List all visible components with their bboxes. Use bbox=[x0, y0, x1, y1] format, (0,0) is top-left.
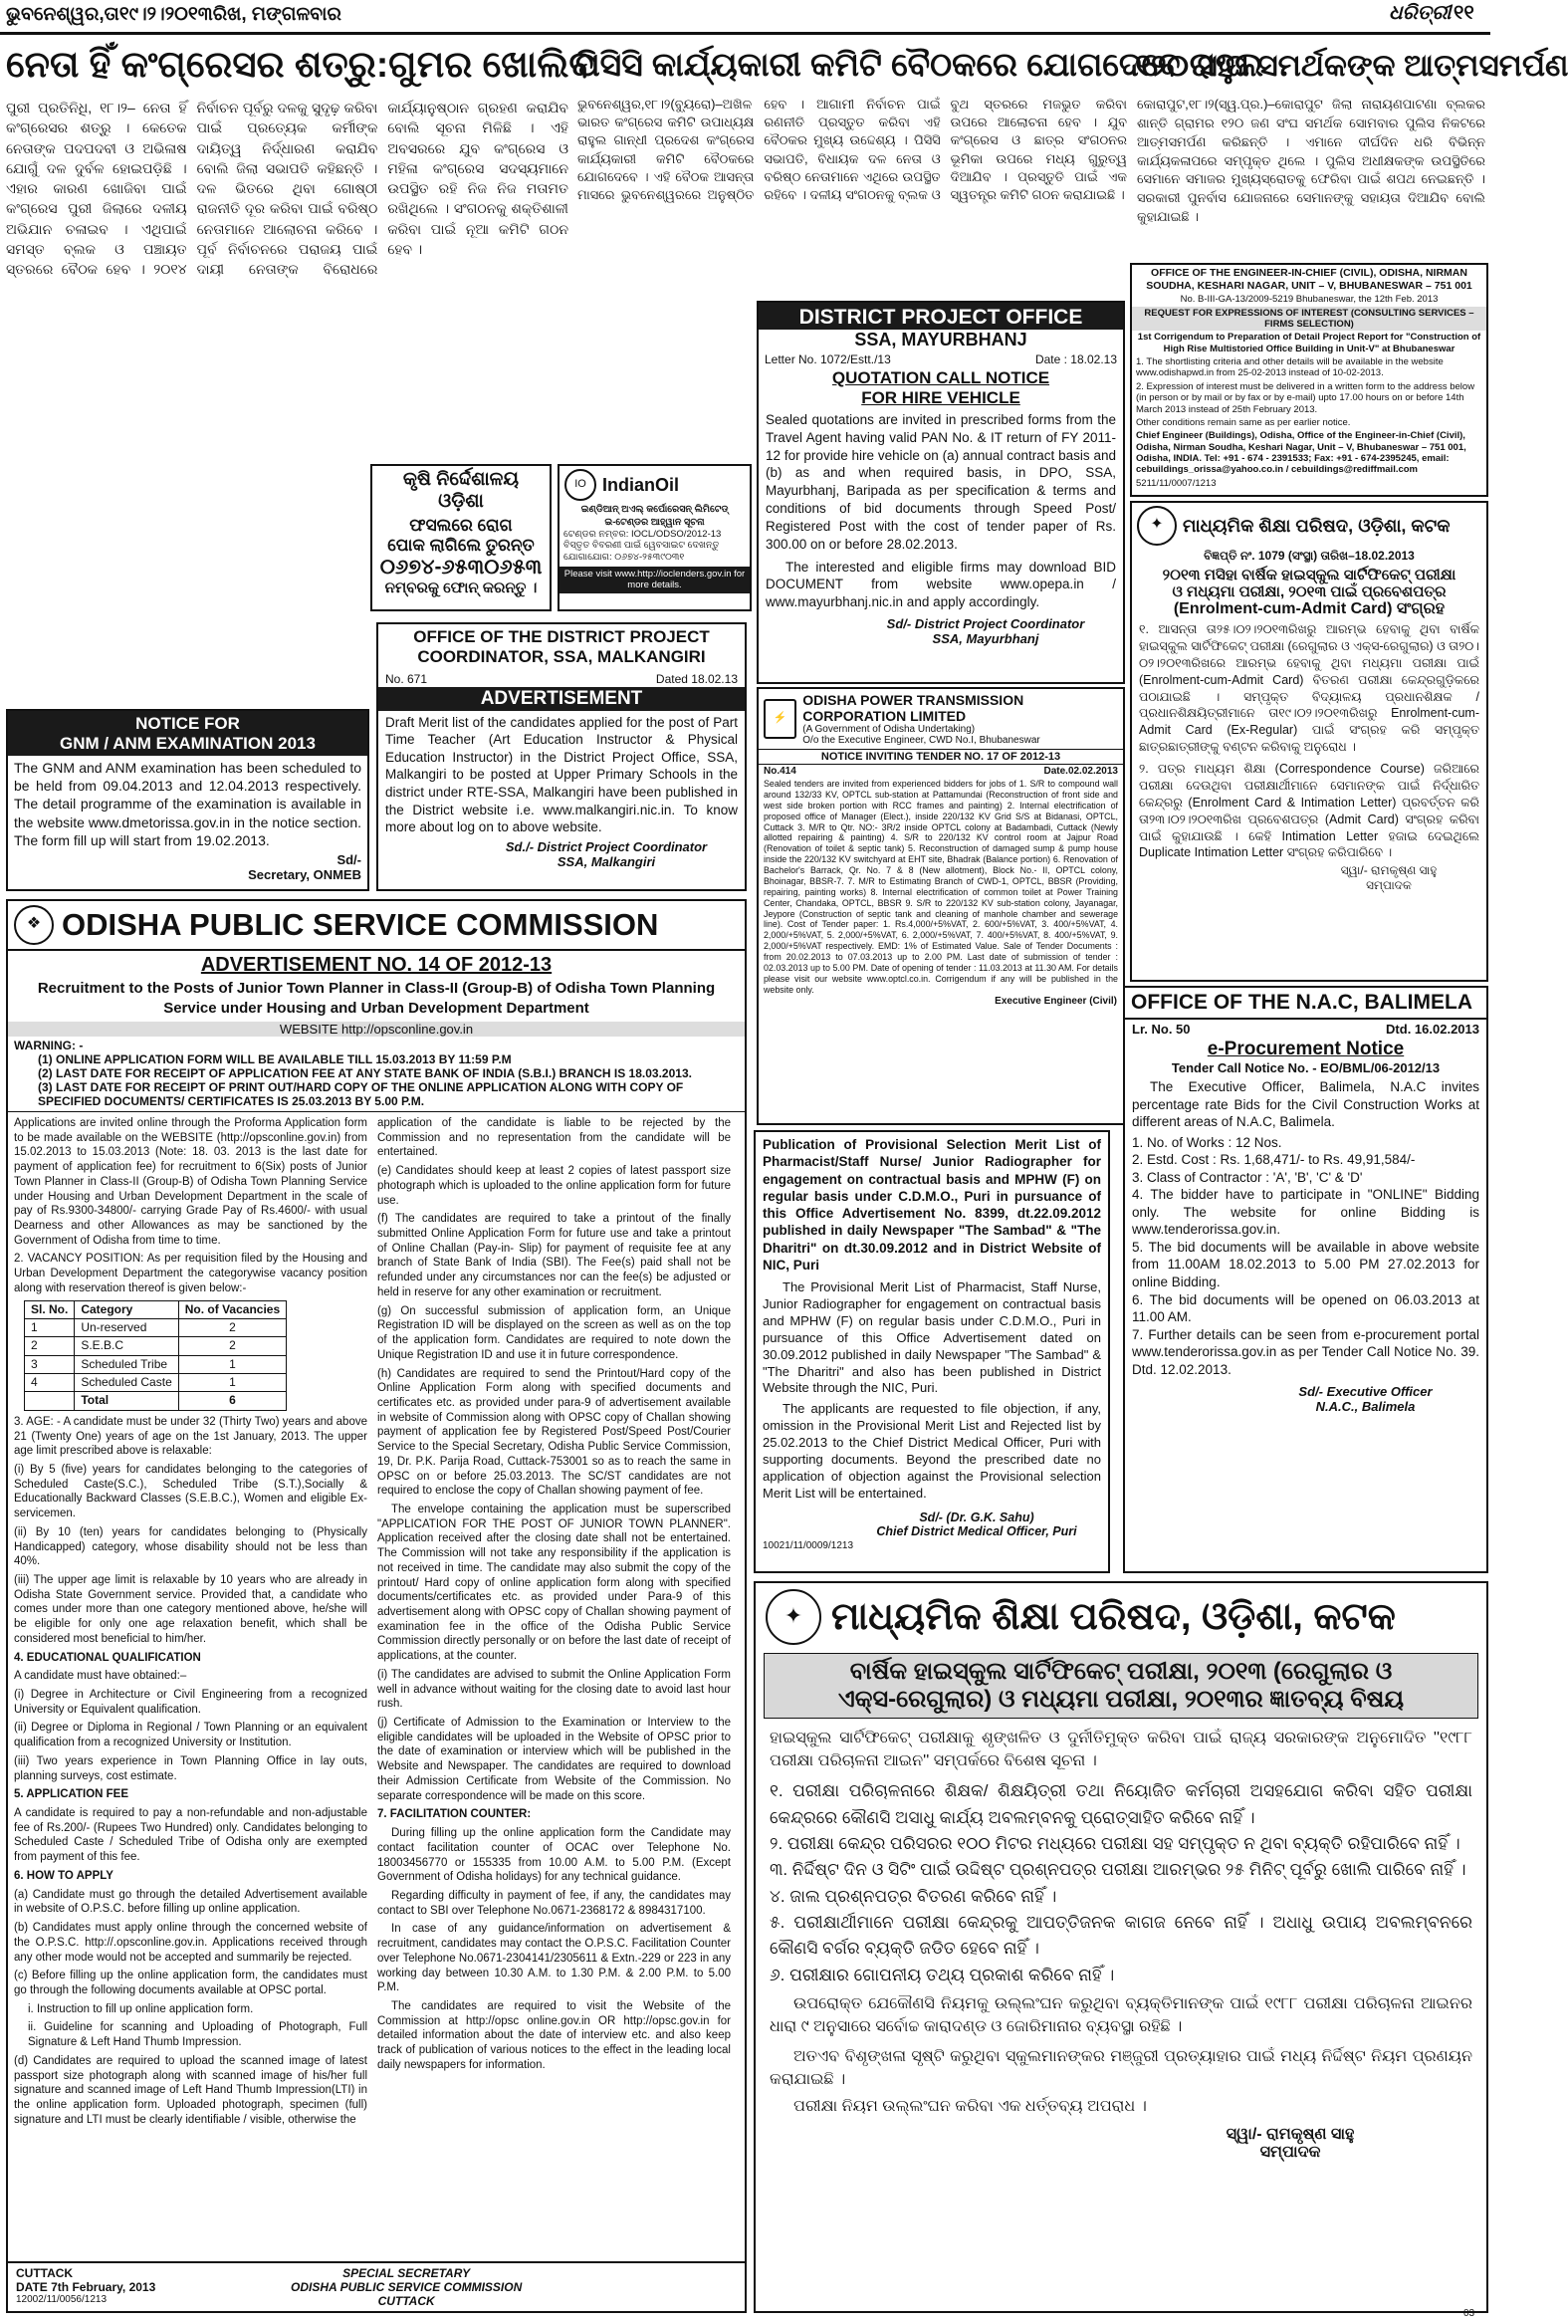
opsc-col2-j: (j) Certificate of Admission to the Examination or Interview to the eligible candidates will be uploaded in the Website of OPSC prior to the date of examination or interview which will be published in the Website and Newspaper. The candidates are required to download their Admission Certificate from Website of the Commission. No separate correspondence will be made on this score. bbox=[377, 1717, 731, 1802]
masthead-date: ଭୁବନେଶ୍ୱର,ତା୧୯।୨।୨୦୧୩ରିଖ, ମଙ୍ଗଳବାର bbox=[6, 4, 341, 25]
opsc-fac1: During filling up the online application form the Candidate may contact facilitation counter of OCAC over Telephone No. 18003456770 or 155335 from 10.00 A.M. to 5.00 P.M. (Except Government of Odisha holidays) for any technical guidance. bbox=[377, 1827, 731, 1884]
bse-small-notice bbox=[1130, 501, 1488, 982]
cdmo-code: 10021/11/0009/1213 bbox=[763, 1539, 854, 1551]
opsc-apply-c1: i. Instruction to fill up online application form. bbox=[28, 2002, 254, 2015]
opsc-edu-i: (i) Degree in Architecture or Civil Engineering from a recognized University or Equivalent qualification. bbox=[14, 1689, 367, 1716]
headline-story1: ନେତା ହିଁ କଂଗ୍ରେସର ଶତ୍ରୁ:ଗୁମର ଖୋଲିବ bbox=[6, 44, 594, 85]
vac-cell: 1 bbox=[25, 1318, 75, 1336]
opsc-col2-p0: application of the candidate is liable to be rejected by the Commission and no representation from the candidate will be entertained. bbox=[377, 1117, 731, 1159]
opsc-col2-h: (h) Candidates are required to send the Printout/Hard copy of the Online Application Form along with specified documents and certificates etc. as provided under para-9 of advertisement available in website of Commission along with OPSC copy of Challan showing payment of application fee by Registered Post/Speed Post/Courier Service to the Special Secretary, Odisha Public Service Commission, 19, Dr. P.K. Parija Road, Cuttack-753001 so as to reach the same in OPSC on or before 25.03.2013. The SC/ST candidates are not required to enclose the copy of Challan showing payment of fee. bbox=[377, 1367, 731, 1498]
vac-cell: 4 bbox=[25, 1374, 75, 1392]
bse-big-intro: ହାଇସ୍କୁଲ ସାର୍ଟିଫିକେଟ୍ ପରୀକ୍ଷାକୁ ଶୃଙ୍ଖଳିତ ଓ ଦୁର୍ନୀତିମୁକ୍ତ କରିବା ପାଇଁ ରାଜ୍ୟ ସରକାରଙ୍କ ଅନୁମୋଦିତ ''୧୯୮୮ ପରୀକ୍ଷା ପରିଚାଳନା ଆଇନ'' ସମ୍ପର୍କରେ ବିଶେଷ ସୂଚନା । bbox=[770, 1730, 1472, 1770]
dpo-sign2: SSA, Mayurbhanj bbox=[932, 630, 1039, 646]
opsc-apply-d: (d) Candidates are required to upload the scanned image of latest passport size photograph along with scanned image of his/her full signature and scanned image of Left Hand Thumb Impression(LTI) in the online application form. Uploaded photograph, specimen (full) signature and LTI must be clearly identifiable / visible, otherwise the bbox=[14, 2054, 367, 2126]
optcl-title: ODISHA POWER TRANSMISSION CORPORATION LIMITED bbox=[802, 692, 1024, 725]
dpo-heading2: FOR HIRE VEHICLE bbox=[861, 388, 1020, 407]
vac-cell: S.E.B.C bbox=[75, 1337, 178, 1355]
indianoil-subtitle: ଇଣ୍ଡିଆନ୍ ଅଏଲ୍ କର୍ପୋରେସନ୍ ଲିମିଟେଡ୍ bbox=[580, 504, 729, 515]
indianoil-logo-icon: IO bbox=[564, 469, 596, 501]
opsc-fac2: Regarding difficulty in payment of fee, if any, the candidates may contact to SBI over Telephone No.0671-2368172 & 8984317100. bbox=[377, 1889, 731, 1917]
engineer-p3: Other conditions remain same as per earlier notice. bbox=[1136, 416, 1351, 428]
table-row bbox=[25, 1337, 287, 1355]
opsc-age-i: (i) By 5 (five) years for candidates belonging to the categories of Scheduled Caste(S.C.), Scheduled Tribe (S.T.),Socially & Educationally Backward Classes (S.E.B.C.), Women and eligible Ex-servicemen. bbox=[14, 1463, 367, 1520]
opsc-col2-e: (e) Candidates should keep at least 2 copies of latest passport size photograph which is uploaded to the online application form for future use. bbox=[377, 1165, 731, 1207]
opsc-fac4: The candidates are required to visit the Website of the Commission at http://opsc online.gov.in OR http://opsc.gov.in for detailed information about the date of interview etc. and also keep track of publication of various notices to the effect in the leading local daily newspapers for information. bbox=[377, 1999, 731, 2071]
nac-item: 5. The bid documents will be available in above website from 11.00AM 18.02.2013 to 5.00 PM 27.02.2013 for online Bidding. bbox=[1132, 1239, 1479, 1290]
malkangiri-body: Draft Merit list of the candidates applied for the post of Part Time Teacher (Art Education Instructor & Physical Education Instructor) in the District Project Office, SSA, Malkangiri to be posted at Upper Primary Schools in the district under RTE-SSA, Malkangiri have been published in the District website i.e. www.malkangiri.nic.in. To know more about log on to above website. bbox=[385, 714, 738, 835]
gnm-body: The GNM and ANM examination has been scheduled to be held from 09.04.2013 and 12.04.2013 respectively. The detail programme of the examination is available in the website www.dmetorissa.gov.in in the notice section. The form fill up will start from 19.02.2013. bbox=[14, 760, 361, 848]
opsc-column-right bbox=[377, 1116, 731, 2131]
opsc-col2-f: (f) The candidates are required to take a printout of the finally submitted Online Application Form for future use and take a printout of Online Challan (Pay-in- Slip) for payment of requisite fee at any branch of State Bank of India (SBI). The Fee(s) paid shall not be refunded under any circumstances nor can the fee(s) be adjusted or held in reserve for any other examination or recruitment. bbox=[377, 1213, 731, 1298]
story3-body: କୋରାପୁଟ,୧୮।୨(ସ୍ୱ.ପ୍ର.)–କୋରାପୁଟ ଜିଲା ନାରାୟଣପାଟଣା ବ୍ଲକର ଶାନ୍ତି ଗ୍ରାମର ୧୨୦ ଜଣ ସଂଘ ସମର୍ଥକ ସୋମବାର ପୁଲିସ ନିକଟରେ ଆତ୍ମସମର୍ପଣ କରିଛନ୍ତି । ଏମାନେ ଦୀର୍ଘଦିନ ଧରି ବିଭିନ୍ନ କାର୍ଯ୍ୟକଳାପରେ ସମ୍ପୃକ୍ତ ଥିଲେ । ପୁଲିସ ଅଧୀକ୍ଷକଙ୍କ ଉପସ୍ଥିତିରେ ସେମାନେ ସମାଜର ମୁଖ୍ୟସ୍ରୋତକୁ ଫେରିବା ପାଇଁ ଶପଥ ନେଇଛନ୍ତି । ସରକାରୀ ପୁନର୍ବାସ ଯୋଜନାରେ ସେମାନଙ୍କୁ ସହାୟତା ଦିଆଯିବ ବୋଲି କୁହାଯାଇଛି । bbox=[1137, 97, 1485, 225]
engineer-sign: Chief Engineer (Buildings), Odisha, Office of the Engineer-in-Chief (Civil), Odisha, Nirman Soudha, Keshari Nagar, Unit – V, Bhubaneswar – 751 001, Odisha, INDIA. Tel: +91 - 674 - 2391533; Fax: +91 - 674-2395245, email: cebuildings_orissa@yahoo.co.in / cebuildings@rediffmail.com bbox=[1136, 430, 1466, 476]
indianoil-line3: ବିସ୍ତୃତ ବିବରଣୀ ପାଇଁ ୱେବସାଇଟ ଦେଖନ୍ତୁ bbox=[563, 540, 720, 552]
bse-big-band1: ବାର୍ଷିକ ହାଇସ୍କୁଲ ସାର୍ଟିଫିକେଟ୍ ପରୀକ୍ଷା, ୨୦୧୩ (ରେଗୁଲାର ଓ bbox=[849, 1658, 1393, 1685]
nac-sign: Sd/- Executive Officer bbox=[1298, 1384, 1433, 1400]
nac-intro: The Executive Officer, Balimela, N.A.C invites percentage rate Bids for the Civil Construction Works at different areas of N.A.C, Balimela. bbox=[1132, 1079, 1479, 1130]
bse-big-item: ୪. ଜାଲ ପ୍ରଶ୍ନପତ୍ର ବିତରଣ କରିବେ ନାହିଁ । bbox=[770, 1886, 1057, 1906]
opsc-col2-g: (g) On successful submission of application form, an Unique Registration ID will be displayed on the screen as well as on the top of the application form. Candidates are required to note down the Unique Registration ID and use it in future correspondence. bbox=[377, 1304, 731, 1361]
headline-story2: ପିସିସି କାର୍ଯ୍ୟକାରୀ କମିଟି ବୈଠକରେ ଯୋଗଦେବେ ରାହୁଲ bbox=[575, 46, 1263, 83]
malkangiri-no: No. 671 bbox=[385, 671, 428, 686]
opsc-title: ODISHA PUBLIC SERVICE COMMISSION bbox=[62, 907, 659, 942]
opsc-age: 3. AGE: - A candidate must be under 32 (Thirty Two) years and above 21 (Twenty One) years of age on the 1st January, 2013. The upper age limit prescribed above is relaxable: bbox=[14, 1415, 367, 1458]
opsc-recruit: Recruitment to the Posts of Junior Town Planner in Class-II (Group-B) of Odisha Town Planning Service under Housing and Urban Development Department bbox=[37, 980, 716, 1017]
bse-big-sign2: ସମ୍ପାଦକ bbox=[1259, 2144, 1321, 2162]
bse-small-sign: ସ୍ୱା/- ରାମକୃଷ୍ଣ ସାହୁ bbox=[1340, 863, 1438, 878]
table-row bbox=[25, 1355, 287, 1373]
indianoil-ad bbox=[558, 464, 752, 611]
optcl-logo-icon: ⚡ bbox=[764, 699, 796, 739]
opsc-apply-b: (b) Candidates must apply online through the concerned website of the O.P.S.C. http://.opsconline.gov.in. Applications received through any other mode would not be accepted and summarily be rejected. bbox=[14, 1922, 367, 1964]
krushi-line1: କୃଷି ନିର୍ଦ୍ଦେଶାଳୟ bbox=[402, 469, 520, 490]
opsc-col2-h2: The envelope containing the application must be superscribed "APPLICATION FOR THE POST OF JUNIOR TOWN PLANNER". Application received after the closing date shall not be entertained. The Commission will not take any responsibility if the application is not received in time. The candidate may also submit the copy of the printout/ Hard copy of online application form along with specified documents/certificates etc. as provided under Para-9 of this advertisement along with OPSC copy of Challan showing payment of examination fee in the office of the Odisha Public Service Commission directly personally or on before the last date of receipt of applications, at the counter. bbox=[377, 1503, 731, 1663]
vac-cell: Scheduled Tribe bbox=[75, 1355, 178, 1373]
krushi-ad bbox=[370, 464, 552, 611]
krushi-phone: ୦୬୭୪-୬୫୩୦୬୫୩ bbox=[379, 556, 543, 579]
dpo-mayurbhanj bbox=[757, 301, 1125, 684]
bse-big-item: ୧. ପରୀକ୍ଷା ପରିଚାଳନାରେ ଶିକ୍ଷକ/ ଶିକ୍ଷୟିତ୍ରୀ ତଥା ନିୟୋଜିତ କର୍ମଚାରୀ ଅସହଯୋଗ କରିବା ସହିତ ପରୀକ୍ଷା କେନ୍ଦ୍ରରେ କୌଣସି ଅସାଧୁ କାର୍ଯ୍ୟ ଅବଲମ୍ବନକୁ ପ୍ରୋତ୍ସାହିତ କରିବେ ନାହିଁ । bbox=[770, 1781, 1472, 1827]
optcl-date: Date.02.02.2013 bbox=[1043, 766, 1118, 778]
krushi-line3: ଫସଲରେ ରୋଗ bbox=[409, 516, 513, 535]
optcl-notice bbox=[757, 687, 1125, 1125]
vac-col-count: No. of Vacancies bbox=[178, 1300, 286, 1318]
vac-cell: Total bbox=[75, 1392, 178, 1410]
opsc-edu-intro: A candidate must have obtained:– bbox=[14, 1670, 187, 1683]
nac-title: OFFICE OF THE N.A.C, BALIMELA bbox=[1125, 988, 1486, 1020]
bse-big-item: ୫. ପରୀକ୍ଷାର୍ଥୀମାନେ ପରୀକ୍ଷା କେନ୍ଦ୍ରକୁ ଆପତ୍ତିଜନକ କାଗଜ ନେବେ ନାହିଁ । ଅଧାଧୁ ଉପାୟ ଅବଲମ୍ବନରେ କୌଣସି ବର୍ଗର ବ୍ୟକ୍ତି ଜଡିତ ହେବେ ନାହିଁ । bbox=[770, 1913, 1472, 1959]
engineer-code: 5211/11/0007/1213 bbox=[1136, 477, 1217, 489]
gnm-sign: Sd/- bbox=[336, 851, 361, 867]
cdmo-p1: The Provisional Merit List of Pharmacist, Staff Nurse, Junior Radiographer for engagement on contractual basis and MPHW (F) on regular basis under C.D.M.O., Puri in pursuance of this Office Advertisement dated on 30.09.2012 published in daily Newspaper "The Sambad" & "The Dharitri" and also has been published in District Website through the NIC, Puri. bbox=[763, 1279, 1101, 1396]
optcl-sub2: O/o the Executive Engineer, CWD No.I, Bhubaneswar bbox=[802, 735, 1040, 747]
opsc-intro: Applications are invited online through the Proforma Application form to be made available on the WEBSITE (http://opsconline.gov.in) from 15.02.2013 to 15.03.2013 (Note: 18. 03. 2013 is the last date for payment of application fee) for recruitment to 6(Six) posts of Junior Town Planner in Class-II (Group-B) of Odisha Town Planning Service under Housing and Urban Development Department in the scale of pay of Rs.9300-34800/- carrying Grade Pay of Rs.4600/- with usual Dearness and other Allowances as may be sanctioned by the Government of Odisha from time to time. bbox=[14, 1117, 367, 1247]
opsc-apply-head: 6. HOW TO APPLY bbox=[14, 1869, 113, 1882]
cdmo-notice bbox=[754, 1130, 1110, 1573]
bse-big-title: ମାଧ୍ୟମିକ ଶିକ୍ଷା ପରିଷଦ, ଓଡ଼ିଶା, କଟକ bbox=[831, 1595, 1396, 1638]
engineer-corr: 1st Corrigendum to Preparation of Detail Project Report for "Construction of High Rise Multistoried Office Building in Unit-V" at Bhubaneswar bbox=[1137, 332, 1481, 354]
malkangiri-heading: ADVERTISEMENT bbox=[378, 687, 745, 711]
dpo-heading1: QUOTATION CALL NOTICE bbox=[831, 368, 1050, 387]
opsc-col2-i: (i) The candidates are advised to submit the Online Application Form well in advance without waiting for the closing date to avoid last hour rush. bbox=[377, 1668, 731, 1711]
nac-sign2: N.A.C., Balimela bbox=[1315, 1399, 1416, 1415]
bse-big-notice bbox=[754, 1581, 1488, 2313]
opsc-apply-c2: ii. Guideline for scanning and Uploading of Photograph, Full Signature & Left Hand Thumb Impression. bbox=[28, 2021, 367, 2049]
opsc-adv: ADVERTISEMENT NO. 14 OF 2012-13 bbox=[200, 954, 553, 976]
opsc-foot-right3: CUTTACK bbox=[377, 2294, 435, 2308]
nac-sub: Tender Call Notice No. - EO/BML/06-2012/13 bbox=[1171, 1060, 1441, 1075]
vac-cell: Scheduled Caste bbox=[75, 1374, 178, 1392]
opsc-advertisement bbox=[6, 899, 747, 2313]
malkangiri-sign2: SSA, Malkangiri bbox=[557, 853, 656, 869]
table-row bbox=[25, 1374, 287, 1392]
dpo-body: Sealed quotations are invited in prescribed forms from the Travel Agent having valid PAN No. & IT return of FY 2011-12 for provide hire vehicle on (a) annual contract basis and (b) as and when required basis, in DPO, SSA, Mayurbhanj, Baripada as per specification & terms and conditions of bid documents through Speed Post/ Registered Post with the cost of tender paper of Rs. 300.00 on or before 28.02.2013. bbox=[766, 412, 1116, 552]
bse-big-band2: ଏକ୍ସ-ରେଗୁଲାର) ଓ ମଧ୍ୟମା ପରୀକ୍ଷା, ୨୦୧୩ର ଜ୍ଞାତବ୍ୟ ବିଷୟ bbox=[837, 1686, 1405, 1713]
engineer-ref: No. B-III-GA-13/2009-5219 Bhubaneswar, the 12th Feb. 2013 bbox=[1180, 294, 1439, 306]
opsc-w2: (2) LAST DATE FOR RECEIPT OF APPLICATION FEE AT ANY STATE BANK OF INDIA (S.B.I.) BRANCH IS 18.03.2013. bbox=[38, 1066, 692, 1080]
bse-small-title: ମାଧ୍ୟମିକ ଶିକ୍ଷା ପରିଷଦ, ଓଡ଼ିଶା, କଟକ bbox=[1183, 515, 1451, 536]
malkangiri-sign: Sd./- District Project Coordinator bbox=[505, 838, 708, 854]
masthead-rule bbox=[0, 32, 1490, 35]
engineer-band: REQUEST FOR EXPRESSIONS OF INTEREST (CONSULTING SERVICES – FIRMS SELECTION) bbox=[1132, 307, 1486, 331]
opsc-fee-head: 5. APPLICATION FEE bbox=[14, 1788, 129, 1801]
bse-small-p2: ୨. ପତ୍ର ମାଧ୍ୟମ ଶିକ୍ଷା (Correspondence Course) ଜରିଆରେ ପରୀକ୍ଷା ଦେଉଥିବା ପରୀକ୍ଷାର୍ଥୀମାନେ ସେମାନଙ୍କ ପାଇଁ ନିର୍ଦ୍ଧାରିତ କେନ୍ଦ୍ରରୁ (Enrolment Card & Intimation Letter) ପ୍ରବର୍ତ୍ତନ କରି ତା୨୩।୦୨।୨୦୧୩ରିଖ ପ୍ରବେଶପତ୍ର (Admit Card) ସଂଗ୍ରହ କରିବା ପାଇଁ କୁହାଯାଉଛି । କେହି Intimation Letter ହଜାଇ ଦେଇଥିଲେ Duplicate Intimation Letter ସଂଗ୍ରହ କରିପାରିବେ । bbox=[1139, 762, 1479, 860]
optcl-sub1: (A Government of Odisha Undertaking) bbox=[802, 724, 976, 736]
cdmo-p2: The applicants are requested to file objection, if any, omission in the Provisional Merit List and Rejected list by 25.02.2013 to the Chief District Medical Officer, Puri with supporting documents. Beyond the prescribed date no application of objection against the Provisional selection Merit List will be entertained. bbox=[763, 1401, 1101, 1501]
page-footer-code: 03 bbox=[1463, 2308, 1475, 2319]
vac-cell: 2 bbox=[25, 1337, 75, 1355]
bse-small-heading3: (Enrolment-cum-Admit Card) ସଂଗ୍ରହ bbox=[1173, 600, 1446, 617]
bse-big-seal-icon: ✦ bbox=[766, 1589, 821, 1645]
opsc-foot-left1: CUTTACK bbox=[16, 2266, 74, 2280]
dpo-subtitle: SSA, MAYURBHANJ bbox=[854, 330, 1027, 349]
indianoil-brand: IndianOil bbox=[602, 474, 680, 495]
story2-body: ଭୁବନେଶ୍ୱର,୧୮।୨(ବ୍ୟୁରୋ)–ଅଖିଳ ଭାରତ କଂଗ୍ରେସ କମିଟି ଉପାଧ୍ୟକ୍ଷ ରାହୁଲ ଗାନ୍ଧୀ ପ୍ରଦେଶ କଂଗ୍ରେସ କାର୍ଯ୍ୟକାରୀ କମିଟି ବୈଠକରେ ଯୋଗଦେବେ । ଏହି ବୈଠକ ଆସନ୍ତା ମାସରେ ଭୁବନେଶ୍ୱରରେ ଅନୁଷ୍ଠିତ ହେବ । ଆଗାମୀ ନିର୍ବାଚନ ପାଇଁ ରଣନୀତି ପ୍ରସ୍ତୁତ କରିବା ଏହି ବୈଠକର ମୁଖ୍ୟ ଉଦ୍ଦେଶ୍ୟ । ପିସିସି ସଭାପତି, ବିଧାୟକ ଦଳ ନେତା ଓ ବରିଷ୍ଠ ନେତାମାନେ ଏଥିରେ ଉପସ୍ଥିତ ରହିବେ । ଦଳୀୟ ସଂଗଠନକୁ ବ୍ଲକ ଓ ବୁଥ ସ୍ତରରେ ମଜଭୁତ କରିବା ଉପରେ ଆଲୋଚନା ହେବ । ଯୁବ କଂଗ୍ରେସ ଓ ଛାତ୍ର ସଂଗଠନର ଭୂମିକା ଉପରେ ମଧ୍ୟ ଗୁରୁତ୍ୱ ଦିଆଯିବ । ପ୍ରସ୍ତୁତି ପାଇଁ ଏକ ସ୍ୱତନ୍ତ୍ର କମିଟି ଗଠନ କରାଯାଇଛି । bbox=[577, 97, 1127, 202]
nac-item: 4. The bidder have to participate in "ONLINE" Bidding only. The website for online Bidding is www.tenderorissa.gov.in. bbox=[1132, 1187, 1479, 1238]
cdmo-heading: Publication of Provisional Selection Merit List of Pharmacist/Staff Nurse/ Junior Radiographer for engagement on contractual basis and MPHW (F) on regular basis under C.D.M.O., Puri in pursuance of this Office Advertisement No. 8399, dt.22.09.2012 published in daily Newspaper "The Sambad" & "The Dharitri" on dt.30.09.2012 and in District Website of NIC, Puri bbox=[763, 1137, 1101, 1273]
engineer-title: OFFICE OF THE ENGINEER-IN-CHIEF (CIVIL), ODISHA, NIRMAN SOUDHA, KESHARI NAGAR, UNIT – V, BHUBANESWAR – 751 001 bbox=[1146, 267, 1472, 292]
opsc-fac-head: 7. FACILITATION COUNTER: bbox=[377, 1808, 532, 1821]
engineer-p1: 1. The shortlisting criteria and other details will be available in the website www.odishapwd.in from 25-02-2013 instead of 10-02-2013. bbox=[1136, 355, 1444, 379]
bse-small-heading2: ଓ ମଧ୍ୟମା ପରୀକ୍ଷା, ୨୦୧୩ ପାଇଁ ପ୍ରବେଶପତ୍ର bbox=[1172, 583, 1447, 600]
dpo-body2: The interested and eligible firms may download BID DOCUMENT from website www.opepa.in / www.mayurbhanj.nic.in and apply accordingly. bbox=[766, 559, 1116, 610]
nac-item: 7. Further details can be seen from e-procurement portal www.tenderorissa.gov.in as per Tender Call Notice No. 39. Dtd. 12.02.2013. bbox=[1132, 1326, 1479, 1377]
vac-cell: 6 bbox=[178, 1392, 286, 1410]
opsc-fac3: In case of any guidance/information on advertisement & recruitment, candidates may contact the O.P.S.C. Facilitation Counter over Telephone No.0671-2304141/2305611 & Extn.-229 or 223 in any working day between 10.30 A.M. to 1.30 P.M. & 2.00 P.M. to 5.00 P.M. bbox=[377, 1923, 731, 1994]
headline-story3: ୧୨୦ ସଂଘ ସମର୍ଥକଙ୍କ ଆତ୍ମସମର୍ପଣ bbox=[1135, 48, 1568, 83]
indianoil-line4: ଯୋଗାଯୋଗ: ୦୬୭୪-୨୫୩୯୦୩୧ bbox=[563, 551, 685, 563]
optcl-no: No.414 bbox=[764, 766, 796, 778]
vac-cell: 2 bbox=[178, 1337, 286, 1355]
krushi-line4: ପୋକ ଲାଗିଲେ ତୁରନ୍ତ bbox=[387, 536, 535, 555]
bse-small-heading: ୨୦୧୩ ମସିହା ବାର୍ଷିକ ହାଇସ୍କୁଲ ସାର୍ଟିଫିକେଟ୍ ପରୀକ୍ଷା bbox=[1162, 567, 1456, 583]
nac-lr: Lr. No. 50 bbox=[1132, 1022, 1191, 1037]
vac-cell: 2 bbox=[178, 1318, 286, 1336]
vac-col-category: Category bbox=[75, 1300, 178, 1318]
cdmo-sign2: Chief District Medical Officer, Puri bbox=[876, 1523, 1077, 1538]
bse-big-item: ୬. ପରୀକ୍ଷାର ଗୋପନୀୟ ତଥ୍ୟ ପ୍ରକାଶ କରିବେ ନାହିଁ । bbox=[770, 1965, 1115, 1984]
bse-big-para4: ପରୀକ୍ଷା ନିୟମ ଉଲ୍ଲଂଘନ କରିବା ଏକ ଧର୍ତ୍ତବ୍ୟ ଅପରାଧ । bbox=[793, 2097, 1147, 2115]
opsc-foot-left2: DATE 7th February, 2013 bbox=[16, 2280, 156, 2294]
vac-cell bbox=[25, 1392, 75, 1410]
dpo-date: Date : 18.02.13 bbox=[1034, 352, 1117, 366]
dpo-letter: Letter No. 1072/Estt./13 bbox=[765, 352, 891, 366]
optcl-band: NOTICE INVITING TENDER NO. 17 OF 2012-13 bbox=[759, 749, 1123, 765]
opsc-apply-a: (a) Candidate must go through the detailed Advertisement available in website of O.P.S.C. before filling up online application. bbox=[14, 1888, 367, 1916]
opsc-emblem-icon: ❖ bbox=[14, 905, 54, 945]
bse-big-item: ୩. ନିର୍ଦ୍ଦିଷ୍ଟ ଦିନ ଓ ସିଟିଂ ପାଇଁ ଉଦ୍ଦିଷ୍ଟ ପ୍ରଶ୍ନପତ୍ର ପରୀକ୍ଷା ଆରମ୍ଭର ୨୫ ମିନିଟ୍ ପୂର୍ବରୁ ଖୋଲି ପାରିବେ ନାହିଁ । bbox=[770, 1860, 1466, 1880]
vac-cell: 1 bbox=[178, 1355, 286, 1373]
bse-small-sign2: ସମ୍ପାଦକ bbox=[1366, 878, 1412, 893]
dpo-sign: Sd/- District Project Coordinator bbox=[886, 615, 1085, 631]
table-row bbox=[25, 1318, 287, 1336]
krushi-line5: ନମ୍ବରକୁ ଫୋନ୍ କରନ୍ତୁ । bbox=[384, 580, 538, 596]
optcl-sign: Executive Engineer (Civil) bbox=[995, 996, 1117, 1008]
dpo-title: DISTRICT PROJECT OFFICE bbox=[759, 303, 1123, 330]
indianoil-footer: Please visit www.http://ioclenders.gov.in for more details. bbox=[560, 567, 750, 593]
cdmo-sign: Sd/- (Dr. G.K. Sahu) bbox=[919, 1510, 1034, 1524]
opsc-fee: A candidate is required to pay a non-refundable and non-adjustable fee of Rs.200/- (Rupees Two Hundred) only. Candidates belonging to Scheduled Caste / Scheduled Tribe of Odisha only are exempted from payment of this fee. bbox=[14, 1807, 367, 1864]
masthead-page-number: ୧୧ bbox=[1454, 2, 1474, 24]
optcl-body: Sealed tenders are invited from experienced bidders for jobs of 1. S/R to compound wall around 132/33 KV, OPTCL sub-station at Pattamundai (Reconstruction of front side and west side broken portion with RCC frames and painting) 2. Internal electrification of proposed office of Manager (Elect.), inside 220/132 KV Grid S/S at Bidanasi, OPTCL, Cuttack 3. M/R to Qtr. NO:- 3R/2 inside OPTCL colony at Badambadi, Cuttack (Newly allotted repairing & painting) 4. S/R to 220/132 KV control room at Jajpur Road (Renovation of toilet & septic tank) 5. Reconstruction of damaged sump & pump house inside the 220/132 KV switchyard at EHT site, Bhadrak (Balance portion) 6. Renovation of Bachelor's Barrack, Qr. No. 7 & 8 (New allotment), Block No.- II, OPTCL colony, Bhoinagar, BBSR-7. 7. M/R to Estimating Branch of CWD-1, OPTCL, BBSR (Providing, repairing, painting works) 8. Internal electrification of common toilet at Power Training Center, Chandaka, OPTCL, BBSR 9. S/R to 220/132 KV sub-station colony, Jayanagar, Jeypore (Construction of septic tank and cleaning of manhole chamber and sewerage line). Cost of Tender paper: 1. Rs.4,000/+5%VAT, 2. 600/+5%VAT, 3. 400/+5%VAT, 4. 2,000/+5%VAT, 5. 2,000/+5%VAT, 6. 2,000/+5%VAT, 7. 400/+5%VAT, 8. 400/+5%VAT, 9. 2,000/+5%VAT respectively. EMD: 1% of Estimated Value. Sale of Tender Documents : from 20.02.2013 to 07.03.2013 up to 2.00 PM. Last date of submission of tender : 02.03.2013 up to 5.00 PM. Date of opening of tender : 11.03.2013 at 11.30 AM. For details please visit our website www.optcl.co.in. Corrigendum if any will be published in the website only. bbox=[764, 779, 1118, 995]
indianoil-line1: ଇ-ଟେଣ୍ଡର ଆହ୍ୱାନ ସୂଚନା bbox=[604, 517, 705, 529]
opsc-warning: WARNING: - bbox=[14, 1039, 84, 1052]
nac-heading: e-Procurement Notice bbox=[1207, 1039, 1405, 1059]
opsc-vac-head: 2. VACANCY POSITION: As per requisition filed by the Housing and Urban Development Department the categorywise vacancy position along with reservation thereof is given below:- bbox=[14, 1253, 367, 1294]
opsc-website: WEBSITE http://opsconline.gov.in bbox=[8, 1022, 745, 1037]
nac-item: 2. Estd. Cost : Rs. 1,68,471/- to Rs. 49,91,584/- bbox=[1132, 1152, 1416, 1168]
nac-notice bbox=[1123, 986, 1488, 1573]
opsc-column-left bbox=[14, 1116, 367, 2131]
engineer-p2: 2. Expression of interest must be delivered in a written form to the address below (in person or by mail or by fax or by e-mail) upto 17.00 hours on or before 14th March 2013 instead of 25th February 2013. bbox=[1136, 380, 1475, 415]
malkangiri-title: OFFICE OF THE DISTRICT PROJECT COORDINATOR, SSA, MALKANGIRI bbox=[413, 627, 710, 667]
malkangiri-dated: Dated 18.02.13 bbox=[655, 671, 738, 686]
opsc-code: 12002/11/0056/1213 bbox=[16, 2294, 108, 2305]
opsc-apply-c: (c) Before filling up the online application form, the candidates must go through the following documents available at OPSC portal. bbox=[14, 1970, 367, 1996]
bse-big-para3: ଅତଏବ ବିଶୃଙ୍ଖଳା ସୃଷ୍ଟି କରୁଥିବା ସ୍କୁଲମାନଙ୍କର ମଞ୍ଜୁରୀ ପ୍ରତ୍ୟାହାର ପାଇଁ ମଧ୍ୟ ନିର୍ଦ୍ଦିଷ୍ଟ ନିୟମ ପ୍ରଣୟନ କରାଯାଇଛି । bbox=[770, 2047, 1472, 2088]
gnm-title: NOTICE FOR bbox=[135, 714, 240, 733]
bse-big-para2: ଉପରୋକ୍ତ ଯେକୌଣସି ନିୟମକୁ ଉଲ୍ଲଂଘନ କରୁଥିବା ବ୍ୟକ୍ତିମାନଙ୍କ ପାଇଁ ୧୯୮୮ ପରୀକ୍ଷା ପରିଚାଳନା ଆଇନର ଧାରା ୯ ଅନୁସାରେ ସର୍ବୋଚ୍ଚ କାରାଦଣ୍ଡ ଓ ଜୋରିମାନାର ବ୍ୟବସ୍ଥା ରହିଛି । bbox=[770, 1995, 1472, 2036]
engineer-notice bbox=[1130, 263, 1488, 497]
bse-small-notice-no: ବିଜ୍ଞପ୍ତି ନଂ. 1079 (ସଂସ୍ଥା) ତାରିଖ–18.02.2013 bbox=[1204, 549, 1415, 563]
bse-big-sign: ସ୍ୱା/- ରାମକୃଷ୍ଣ ସାହୁ bbox=[1226, 2126, 1355, 2144]
masthead-paper-name: ଧରିତ୍ରୀ bbox=[1389, 2, 1452, 24]
vac-cell: 1 bbox=[178, 1374, 286, 1392]
table-row bbox=[25, 1392, 287, 1410]
opsc-edu-head: 4. EDUCATIONAL QUALIFICATION bbox=[14, 1651, 201, 1664]
opsc-vacancy-table bbox=[24, 1300, 287, 1411]
krushi-line2: ଓଡ଼ିଶା bbox=[438, 491, 484, 512]
opsc-age-ii: (ii) By 10 (ten) years for candidates belonging to (Physically Handicapped) category, whose disability should not be less than 40%. bbox=[14, 1525, 367, 1568]
malkangiri-notice bbox=[376, 622, 747, 891]
vac-cell: Un-reserved bbox=[75, 1318, 178, 1336]
opsc-age-iii: (iii) The upper age limit is relaxable by 10 years who are already in Odisha State Government service. Provided that, a candidate who comes under more than one category mentioned above, he/she will be eligible for only one age relaxation benefit, which shall be considered most beneficial to him/her. bbox=[14, 1573, 367, 1645]
bse-big-item: ୨. ପରୀକ୍ଷା କେନ୍ଦ୍ର ପରିସରର ୧୦୦ ମିଟର ମଧ୍ୟରେ ପରୀକ୍ଷା ସହ ସମ୍ପୃକ୍ତ ନ ଥିବା ବ୍ୟକ୍ତି ରହିପାରିବେ ନାହିଁ । bbox=[770, 1834, 1460, 1854]
gnm-sign2: Secretary, ONMEB bbox=[248, 866, 361, 882]
bse-seal-icon: ✦ bbox=[1137, 506, 1177, 546]
opsc-edu-iii: (iii) Two years experience in Town Planning Office in lay outs, planning surveys, cost estimate. bbox=[14, 1754, 367, 1782]
nac-item: 3. Class of Contractor : 'A', 'B', 'C' & 'D' bbox=[1132, 1169, 1363, 1185]
vac-col-sl: Sl. No. bbox=[25, 1300, 75, 1318]
indianoil-line2: ଟେଣ୍ଡର ନମ୍ବର: IOCL/ODSO/2012-13 bbox=[563, 528, 722, 540]
nac-item: 1. No. of Works : 12 Nos. bbox=[1132, 1134, 1282, 1150]
opsc-w1: (1) ONLINE APPLICATION FORM WILL BE AVAILABLE TILL 15.03.2013 BY 11:59 P.M bbox=[38, 1052, 512, 1066]
story1-body: ପୁରୀ ପ୍ରତିନିଧି, ୧୮।୨– ନେତା ହିଁ କଂଗ୍ରେସର ଶତ୍ରୁ । କେତେକ ନେତାଙ୍କ ପଦପଦବୀ ଓ ଅଭିଳାଷ ଯୋଗୁଁ ଦଳ ଦୁର୍ବଳ ହୋଇପଡ଼ିଛି । ଏହାର କାରଣ ଖୋଜିବା ପାଇଁ କଂଗ୍ରେସ ପୁରୀ ଜିଲାରେ ଦଳୀୟ ଅଭିଯାନ ଚଳାଇବ । ଏଥିପାଇଁ ସମସ୍ତ ବ୍ଲକ ଓ ପଞ୍ଚାୟତ ସ୍ତରରେ ବୈଠକ ହେବ । ୨୦୧୪ ନିର୍ବାଚନ ପୂର୍ବରୁ ଦଳକୁ ସୁଦୃଢ଼ କରିବା ପାଇଁ ପ୍ରତ୍ୟେକ କର୍ମୀଙ୍କ ଦାୟିତ୍ୱ ନିର୍ଦ୍ଧାରଣ କରାଯିବ ବୋଲି ଜିଲା ସଭାପତି କହିଛନ୍ତି । ଦଳ ଭିତରେ ଥିବା ଗୋଷ୍ଠୀ ରାଜନୀତି ଦୂର କରିବା ପାଇଁ ବରିଷ୍ଠ ନେତାମାନେ ଆଲୋଚନା କରିବେ । ପୂର୍ବ ନିର୍ବାଚନରେ ପରାଜୟ ପାଇଁ ଦାୟୀ ନେତାଙ୍କ ବିରୋଧରେ କାର୍ଯ୍ୟାନୁଷ୍ଠାନ ଗ୍ରହଣ କରାଯିବ ବୋଲି ସୂଚନା ମିଳିଛି । ଏହି ଅବସରରେ ଯୁବ କଂଗ୍ରେସ ଓ ମହିଳା କଂଗ୍ରେସ ସଦସ୍ୟମାନେ ଉପସ୍ଥିତ ରହି ନିଜ ନିଜ ମତାମତ ରଖିଥିଲେ । ସଂଗଠନକୁ ଶକ୍ତିଶାଳୀ କରିବା ପାଇଁ ନୂଆ କମିଟି ଗଠନ ହେବ । bbox=[6, 100, 568, 278]
vac-cell: 3 bbox=[25, 1355, 75, 1373]
gnm-notice bbox=[6, 709, 369, 891]
nac-item: 6. The bid documents will be opened on 06.03.2013 at 11.00 AM. bbox=[1132, 1291, 1479, 1325]
opsc-edu-ii: (ii) Degree or Diploma in Regional / Town Planning or an equivalent qualification from a recognized University or Institution. bbox=[14, 1722, 367, 1749]
bse-small-p1: ୧. ଆସନ୍ତା ତା୨୫।୦୨।୨୦୧୩ରିଖରୁ ଆରମ୍ଭ ହେବାକୁ ଥିବା ବାର୍ଷିକ ହାଇସ୍କୁଲ ସାର୍ଟିଫିକେଟ୍ ପରୀକ୍ଷା (ରେଗୁଲାର ଓ ଏକ୍ସ-ରେଗୁଲାର) ଓ ତା୨୦।୦୨।୨୦୧୩ରିଖରେ ଆରମ୍ଭ ହେବାକୁ ଥିବା ମଧ୍ୟମା ପରୀକ୍ଷା ପାଇଁ (Enrolment-cum-Admit Card) ବିତରଣ ପରୀକ୍ଷା କେନ୍ଦ୍ରଗୁଡ଼ିକରେ ପଠାଯାଇଛି । ସମ୍ପୃକ୍ତ ବିଦ୍ୟାଳୟ ପ୍ରଧାନଶିକ୍ଷକ / ପ୍ରଧାନଶିକ୍ଷୟିତ୍ରୀମାନେ ତା୧୯।୦୨।୨୦୧୩ରିଖରୁ Enrolment-cum-Admit Card (Ex-Regular) ପାଇଁ ସଂଗ୍ରହ କରି ସମ୍ପୃକ୍ତ ଛାତ୍ରଛାତ୍ରୀଙ୍କୁ ବଣ୍ଟନ କରିବାକୁ ଅନୁରୋଧ । bbox=[1139, 622, 1479, 755]
opsc-w3: (3) LAST DATE FOR RECEIPT OF PRINT OUT/HARD COPY OF THE ONLINE APPLICATION ALONG WITH COPY OF SPECIFIED DOCUMENTS/ CERTIFICATES IS 25.03.2013 BY 5.00 P.M. bbox=[38, 1080, 684, 1108]
opsc-foot-right1: SPECIAL SECRETARY bbox=[342, 2266, 471, 2280]
gnm-title2: GNM / ANM EXAMINATION 2013 bbox=[60, 734, 316, 753]
opsc-foot-right2: ODISHA PUBLIC SERVICE COMMISSION bbox=[291, 2280, 523, 2294]
nac-dtd: Dtd. 16.02.2013 bbox=[1386, 1022, 1479, 1037]
